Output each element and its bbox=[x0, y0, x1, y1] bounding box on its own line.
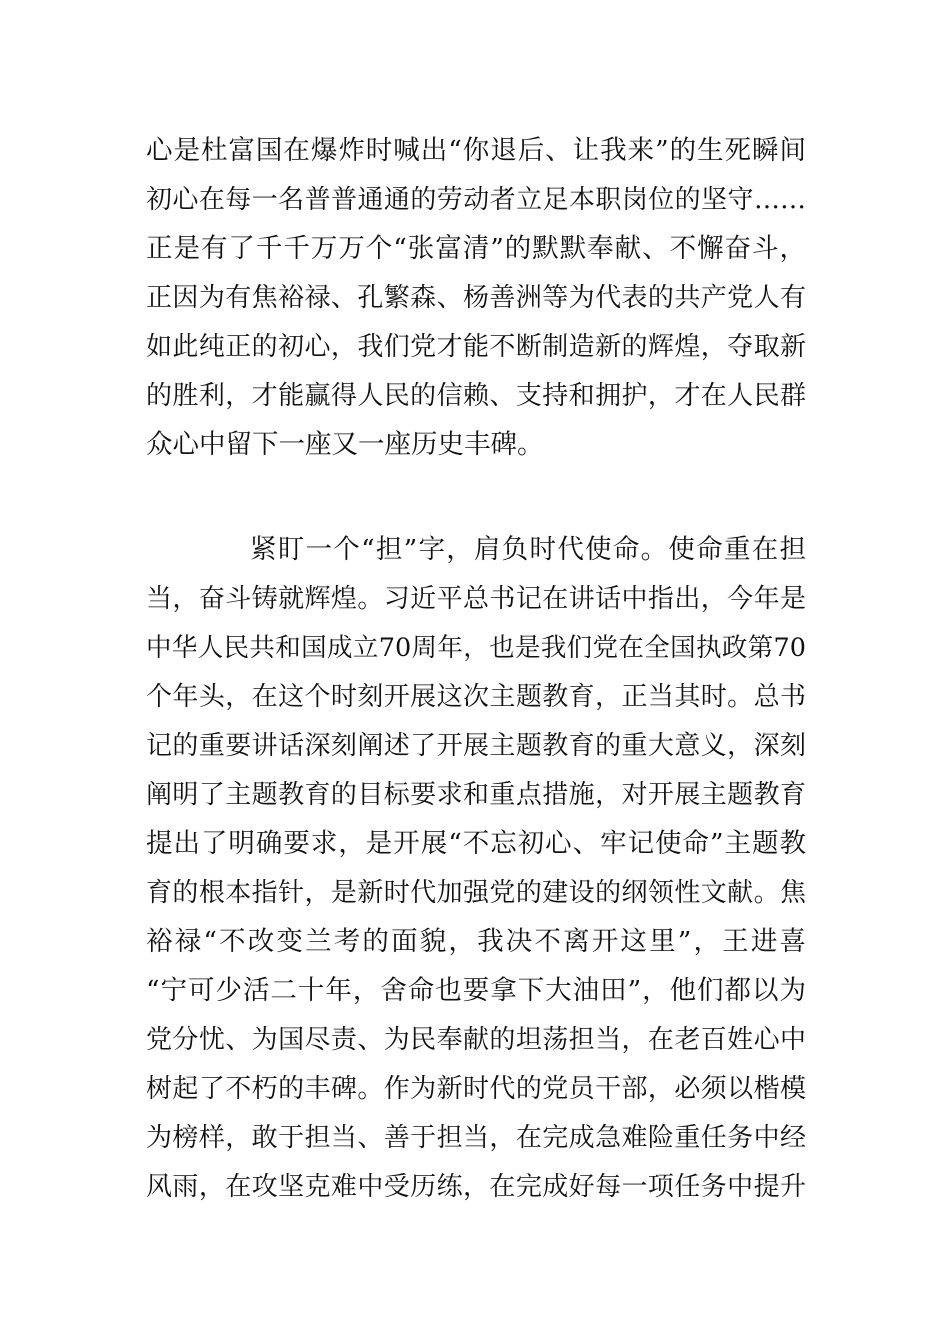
paragraph-2-line-6: 阐明了主题教育的目标要求和重点措施，对开展主题教育 bbox=[146, 780, 806, 810]
paragraph-2-line-13: 为榜样，敢于担当、善于担当，在完成急难险重任务中经 bbox=[146, 1123, 806, 1153]
paragraph-2-line-9: 裕禄“不改变兰考的面貌，我决不离开这里”，王进喜 bbox=[146, 926, 806, 957]
paragraph-2-line-3: 中华人民共和国成立70周年，也是我们党在全国执政第70 bbox=[146, 633, 806, 663]
paragraph-1-line-1: 心是杜富国在爆炸时喊出“你退后、让我来”的生死瞬间 bbox=[146, 135, 806, 166]
paragraph-2-line-8: 育的根本指针，是新时代加强党的建设的纲领性文献。焦 bbox=[146, 878, 806, 908]
paragraph-2-line-11: 党分忧、为国尽责、为民奉献的坦荡担当，在老百姓心中 bbox=[146, 1025, 806, 1055]
paragraph-2-line-4: 个年头，在这个时刻开展这次主题教育，正当其时。总书 bbox=[146, 682, 806, 712]
paragraph-2-line-1: 紧盯一个“担”字，肩负时代使命。使命重在担 bbox=[250, 534, 806, 565]
paragraph-1-line-2: 初心在每一名普普通通的劳动者立足本职岗位的坚守…… bbox=[146, 185, 806, 215]
paragraph-1-line-7: 众心中留下一座又一座历史丰碑。 bbox=[146, 429, 544, 460]
paragraph-2-line-5: 记的重要讲话深刻阐述了开展主题教育的重大意义，深刻 bbox=[146, 731, 806, 761]
paragraph-2-line-7: 提出了明确要求，是开展“不忘初心、牢记使命”主题教 bbox=[146, 828, 806, 859]
paragraph-2-line-2: 当，奋斗铸就辉煌。习近平总书记在讲话中指出，今年是 bbox=[146, 584, 806, 614]
paragraph-1-line-6: 的胜利，才能赢得人民的信赖、支持和拥护，才在人民群 bbox=[146, 381, 806, 411]
paragraph-1-line-5: 如此纯正的初心，我们党才能不断制造新的辉煌，夺取新 bbox=[146, 332, 806, 362]
paragraph-1-line-3: 正是有了千千万万个“张富清”的默默奉献、不懈奋斗， bbox=[146, 233, 806, 264]
paragraph-2-line-14: 风雨，在攻坚克难中受历练，在完成好每一项任务中提升 bbox=[146, 1172, 806, 1202]
paragraph-2-line-10: “宁可少活二十年，舍命也要拿下大油田”，他们都以为 bbox=[146, 975, 806, 1006]
paragraph-1-line-4: 正因为有焦裕禄、孔繁森、杨善洲等为代表的共产党人有 bbox=[146, 283, 806, 313]
paragraph-2-line-12: 树起了不朽的丰碑。作为新时代的党员干部，必须以楷模 bbox=[146, 1074, 806, 1104]
